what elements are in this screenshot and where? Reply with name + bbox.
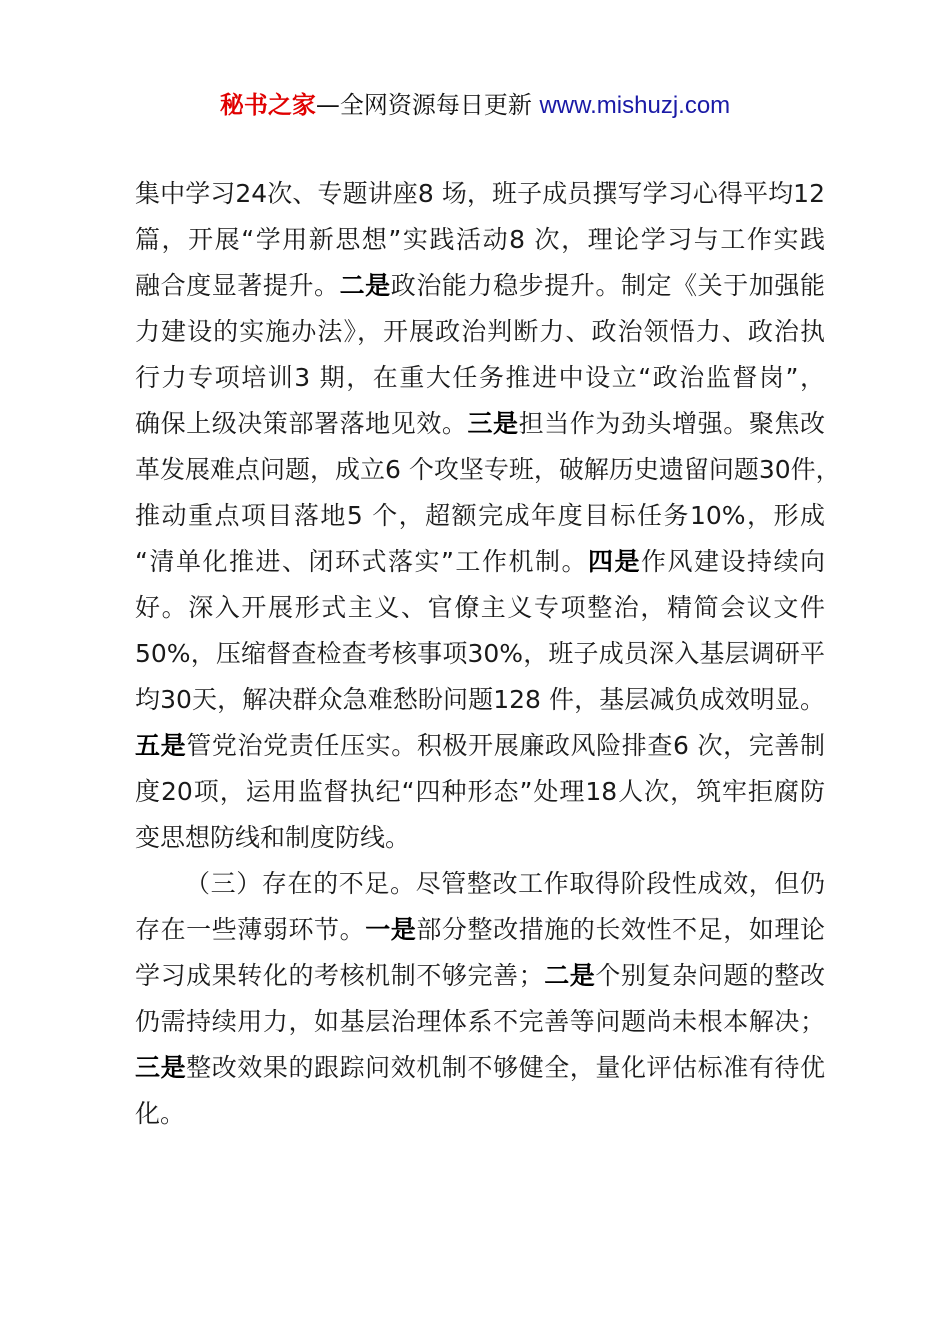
text-run: 力建设的实施办法》，开展政治判断力、政治领悟力、政治执: [135, 317, 825, 346]
text-run: 均30天，解决群众急难愁盼问题128 件，基层减负成效明显。: [135, 685, 825, 714]
text-run: 推动重点项目落地5 个，超额完成年度目标任务10%，形成: [135, 501, 825, 530]
text-run: 度20项，运用监督执纪“四种形态”处理18人次，筑牢拒腐防: [135, 777, 825, 806]
text-line: [135, 1091, 825, 1137]
text-run: 学习成果转化的考核机制不够完善；: [135, 961, 544, 990]
text-run: 行力专项培训3 期，在重大任务推进中设立“政治监督岗”，: [135, 363, 825, 392]
text-run: “清单化推进、闭环式落实”工作机制。: [135, 547, 588, 576]
text-run: 集中学习24次、专题讲座8 场，班子成员撰写学习心得平均12: [135, 179, 825, 208]
site-header: [0, 88, 950, 123]
document-body: [135, 171, 841, 1137]
text-run: 变思想防线和制度防线。: [135, 823, 411, 852]
site-brand: 秘书之家: [219, 91, 316, 119]
text-line: [135, 309, 825, 355]
text-run: （三）存在的不足。尽管整改工作取得阶段性成效，但仍: [185, 869, 825, 898]
bold-marker: 三是: [135, 1053, 187, 1082]
text-run: 融合度显著提升。: [135, 271, 340, 300]
text-run: 担当作为劲头增强。聚焦改: [518, 409, 825, 438]
site-tagline: —全网资源每日更新: [315, 91, 540, 119]
bold-marker: 三是: [467, 409, 519, 438]
text-line: [135, 263, 825, 309]
text-run: 仍需持续用力，如基层治理体系不完善等问题尚未根本解决；: [135, 1007, 825, 1036]
text-line: [135, 401, 825, 447]
text-line: [135, 999, 825, 1045]
text-line: [135, 171, 825, 217]
bold-marker: 一是: [365, 915, 417, 944]
text-run: 整改效果的跟踪问效机制不够健全，量化评估标准有待优: [186, 1053, 825, 1082]
text-run: 部分整改措施的长效性不足，如理论: [416, 915, 825, 944]
text-run: 化。: [135, 1099, 186, 1128]
text-line: [135, 815, 825, 861]
text-run: 50%，压缩督查检查考核事项30%，班子成员深入基层调研平: [135, 639, 825, 668]
text-run: 革发展难点问题，成立6 个攻坚专班，破解历史遗留问题30件，: [135, 455, 841, 484]
text-run: 篇，开展“学用新思想”实践活动8 次，理论学习与工作实践: [135, 225, 825, 254]
text-line: [135, 447, 841, 493]
bold-marker: 四是: [587, 547, 641, 576]
text-run: 作风建设持续向: [640, 547, 825, 576]
text-line: [135, 677, 825, 723]
bold-marker: 二是: [339, 271, 391, 300]
text-run: 存在一些薄弱环节。: [135, 915, 366, 944]
bold-marker: 五是: [135, 731, 187, 760]
text-run: 确保上级决策部署落地见效。: [135, 409, 468, 438]
text-line: [135, 723, 825, 769]
text-line: [135, 631, 825, 677]
text-line: [135, 585, 825, 631]
text-line: [135, 953, 825, 999]
text-run: 政治能力稳步提升。制定《关于加强能: [390, 271, 825, 300]
bold-marker: 二是: [543, 961, 596, 990]
site-url[interactable]: www.mishuzj.com: [539, 92, 731, 119]
text-line: [135, 907, 825, 953]
text-line: [135, 861, 825, 907]
text-run: 好。深入开展形式主义、官僚主义专项整治，精简会议文件: [135, 593, 825, 622]
text-line: [135, 769, 825, 815]
text-run: 管党治党责任压实。积极开展廉政风险排查6 次，完善制: [186, 731, 825, 760]
text-line: [135, 493, 825, 539]
text-line: [135, 1045, 825, 1091]
text-run: 个别复杂问题的整改: [595, 961, 825, 990]
text-line: [135, 355, 825, 401]
text-line: [135, 539, 825, 585]
text-line: [135, 217, 825, 263]
